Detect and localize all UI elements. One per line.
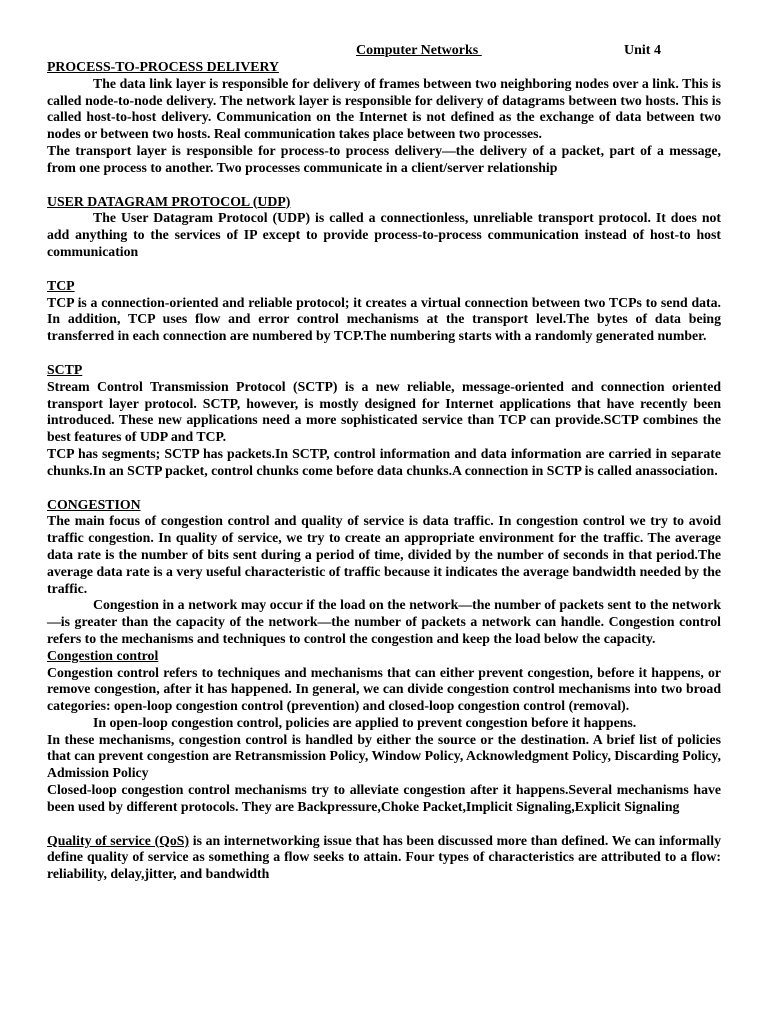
paragraph-process-delivery-1: The data link layer is responsible for delivery of frames between two neighboring nodes over a link. This is called node-to-node delivery. The network layer is responsible for delivery of datagrams between two hosts. This is called host-to-host delivery. Communication on the Internet is not defined as the exchange of data between two nodes or between two hosts. Real communication takes place between two processes.	[47, 75, 721, 142]
spacer	[47, 816, 721, 833]
paragraph-process-delivery-2: The transport layer is responsible for process-to process delivery—the delivery of a packet, part of a message, from one process to another. Two processes communicate in a client/server relationship	[47, 142, 721, 175]
course-title: Computer Networks	[356, 43, 482, 58]
paragraph-sctp-2: TCP has segments; SCTP has packets.In SCTP, control information and data information are carried in separate chunks.In an SCTP packet, control chunks come before data chunks.A connection in SCTP is called anassociation.	[47, 445, 721, 478]
paragraph-congestion-control-1: Congestion control refers to techniques and mechanisms that can either prevent congestion, before it happens, or remove congestion, after it has happened. In general, we can divide congestion control mechanisms into two broad categories: open-loop congestion control (prevention) and closed-loop congestion control (removal).	[47, 664, 721, 714]
page-header	[0, 42, 768, 60]
spacer	[47, 261, 721, 278]
heading-sctp: SCTP	[47, 361, 83, 377]
paragraph-udp-1: The User Datagram Protocol (UDP) is called a connectionless, unreliable transport protocol. It does not add anything to the services of IP except to provide process-to-process communication instead of host-to host communication	[47, 210, 721, 259]
qos-term: Quality of service (QoS)	[47, 832, 190, 848]
heading-congestion-control: Congestion control	[47, 647, 159, 663]
paragraph-congestion-1: The main focus of congestion control and quality of service is data traffic. In congestion control we try to avoid traffic congestion. In quality of service, we try to create an appropriate environment for the traffic. The average data rate is the number of bits sent during a period of time, divided by the number of seconds in that period.The average data rate is a very useful characteristic of traffic because it indicates the average bandwidth needed by the traffic.	[47, 513, 721, 596]
heading-tcp: TCP	[47, 277, 75, 293]
heading-process-delivery: PROCESS-TO-PROCESS DELIVERY	[47, 59, 279, 74]
paragraph-sctp-1: Stream Control Transmission Protocol (SCTP) is a new reliable, message-oriented and connection oriented transport layer protocol. SCTP, however, is mostly designed for Internet applications that have recently been introduced. These new applications need a more sophisticated service than TCP can provide.SCTP combines the best features of UDP and TCP.	[47, 378, 721, 445]
spacer	[47, 177, 721, 194]
paragraph-qos	[47, 833, 721, 883]
document-body	[47, 59, 721, 883]
heading-udp: USER DATAGRAM PROTOCOL (UDP)	[47, 193, 291, 209]
spacer	[47, 480, 721, 497]
unit-label: Unit 4	[624, 43, 661, 58]
paragraph-congestion-control-4: Closed-loop congestion control mechanisms try to alleviate congestion after it happens.Several mechanisms have been used by different protocols. They are Backpressure,Choke Packet,Implicit Signaling,Explicit Signaling	[47, 782, 721, 814]
spacer	[47, 345, 721, 362]
heading-congestion: CONGESTION	[47, 496, 141, 512]
paragraph-congestion-control-2: In open-loop congestion control, policies are applied to prevent congestion before it happens.	[93, 714, 637, 730]
paragraph-congestion-2: Congestion in a network may occur if the load on the network—the number of packets sent to the network—is greater than the capacity of the network—the number of packets a network can handle. Congestion control refers to the mechanisms and techniques to control the congestion and keep the load below the capacity.	[47, 597, 721, 646]
qos-text: is an internetworking issue that has been discussed more than defined. We can informally define quality of service as something a flow seeks to attain. Four types of characteristics are attributed to a flow: reliability, delay,jitter, and bandwidth	[47, 832, 721, 882]
paragraph-congestion-control-3: In these mechanisms, congestion control is handled by either the source or the destination. A brief list of policies that can prevent congestion are Retransmission Policy, Window Policy, Acknowledgment Policy, Discarding Policy, Admission Policy	[47, 731, 721, 781]
paragraph-tcp-1: TCP is a connection-oriented and reliable protocol; it creates a virtual connection between two TCPs to send data. In addition, TCP uses flow and error control mechanisms at the transport level.The bytes of data being transferred in each connection are numbered by TCP.The numbering starts with a randomly generated number.	[47, 294, 721, 344]
